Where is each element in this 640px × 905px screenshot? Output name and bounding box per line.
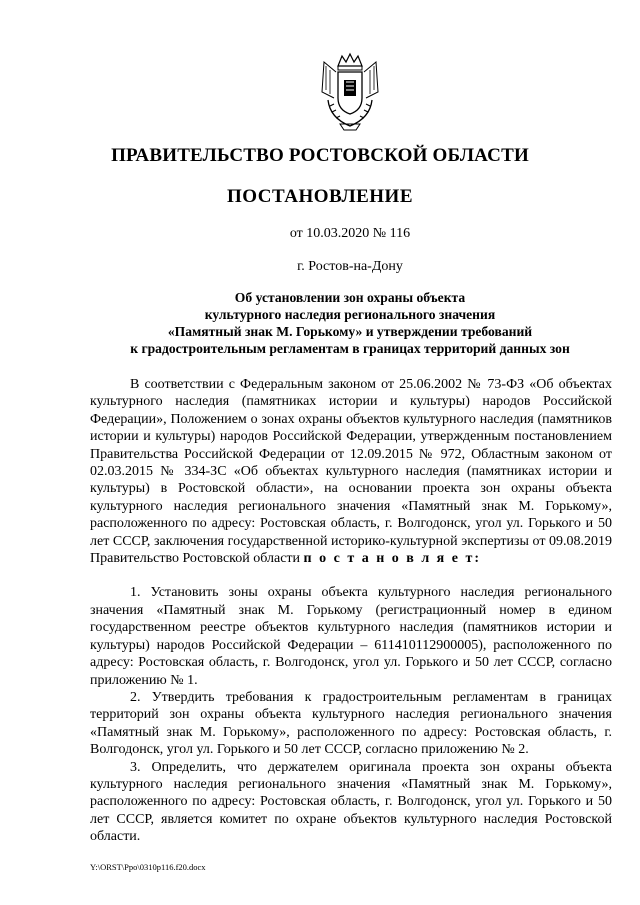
subject-line: Об установлении зон охраны объекта [234, 290, 466, 305]
coat-of-arms-icon [316, 52, 384, 132]
subject-line: к градостроительным регламентам в границах территорий данных зон [130, 341, 570, 356]
document-body [90, 376, 612, 846]
item-paragraph: 3. Определить, что держателем оригинала проекта зон охраны объекта культурного наследия регионального значения «Памятный знак М. Горькому», расположенного по адресу: Ростовская область, г. Волгодонск, угол ул. Горького и 50 лет СССР, является комитет по охране объектов культурного наследия Ростовской области. [90, 759, 612, 845]
preamble-paragraph [90, 376, 612, 567]
item-paragraph: 2. Утвердить требования к градостроительным регламентам в границах территорий зон охраны объекта культурного наследия регионального значения «Памятный знак М. Горькому», расположенного по адресу: Ростовская область, г. Волгодонск, угол ул. Горького и 50 лет СССР, согласно приложению № 2. [90, 689, 612, 758]
item-paragraph: 1. Установить зоны охраны объекта культурного наследия регионального значения «Памятный знак М. Горькому (регистрационный номер в едином государственном реестре объектов культурного наследия (памятников истории и культуры) народов Российской Федерации – 611410112900005), расположенного по адресу: Ростовская область, г. Волгодонск, угол ул. Горького и 50 лет СССР, согласно приложению № 1. [90, 585, 612, 688]
document-type: ПОСТАНОВЛЕНИЕ [226, 186, 414, 207]
subject-line: культурного наследия регионального значения [204, 307, 496, 322]
preamble-text: В соответствии с Федеральным законом от 25.06.2002 № 73-ФЗ «Об объектах культурного наследия (памятниках истории и культуры) народов Российской Федерации», Положением о зонах охраны объектов культурного наследия (памятников истории и культуры) народов Российской Федерации, утвержденным постановлением Правительства Российской Федерации от 12.09.2015 № 972, Областным законом от 02.03.2015 № 334-ЗС «Об объектах культурного наследия (памятниках истории и культуры) в Ростовской области», на основании проекта зон охраны объекта культурного наследия регионального значения «Памятный знак М. Горькому», расположенного по адресу: Ростовская область, г. Волгодонск, угол ул. Горького и 50 лет СССР, заключения государственной историко-культурной экспертизы от 09.08.2019 Правительство Ростовской области [90, 377, 612, 567]
document-city: г. Ростов-на-Дону [297, 259, 403, 274]
decree-word: п о с т а н о в л я е т: [303, 551, 482, 567]
document-subject [90, 289, 610, 357]
subject-line: «Памятный знак М. Горькому» и утверждении требований [167, 324, 533, 339]
org-title: ПРАВИТЕЛЬСТВО РОСТОВСКОЙ ОБЛАСТИ [111, 145, 529, 166]
footer-file-path: Y:\ORST\Ppo\0310p116.f20.docx [90, 862, 206, 872]
document-date-number: от 10.03.2020 № 116 [289, 226, 411, 241]
